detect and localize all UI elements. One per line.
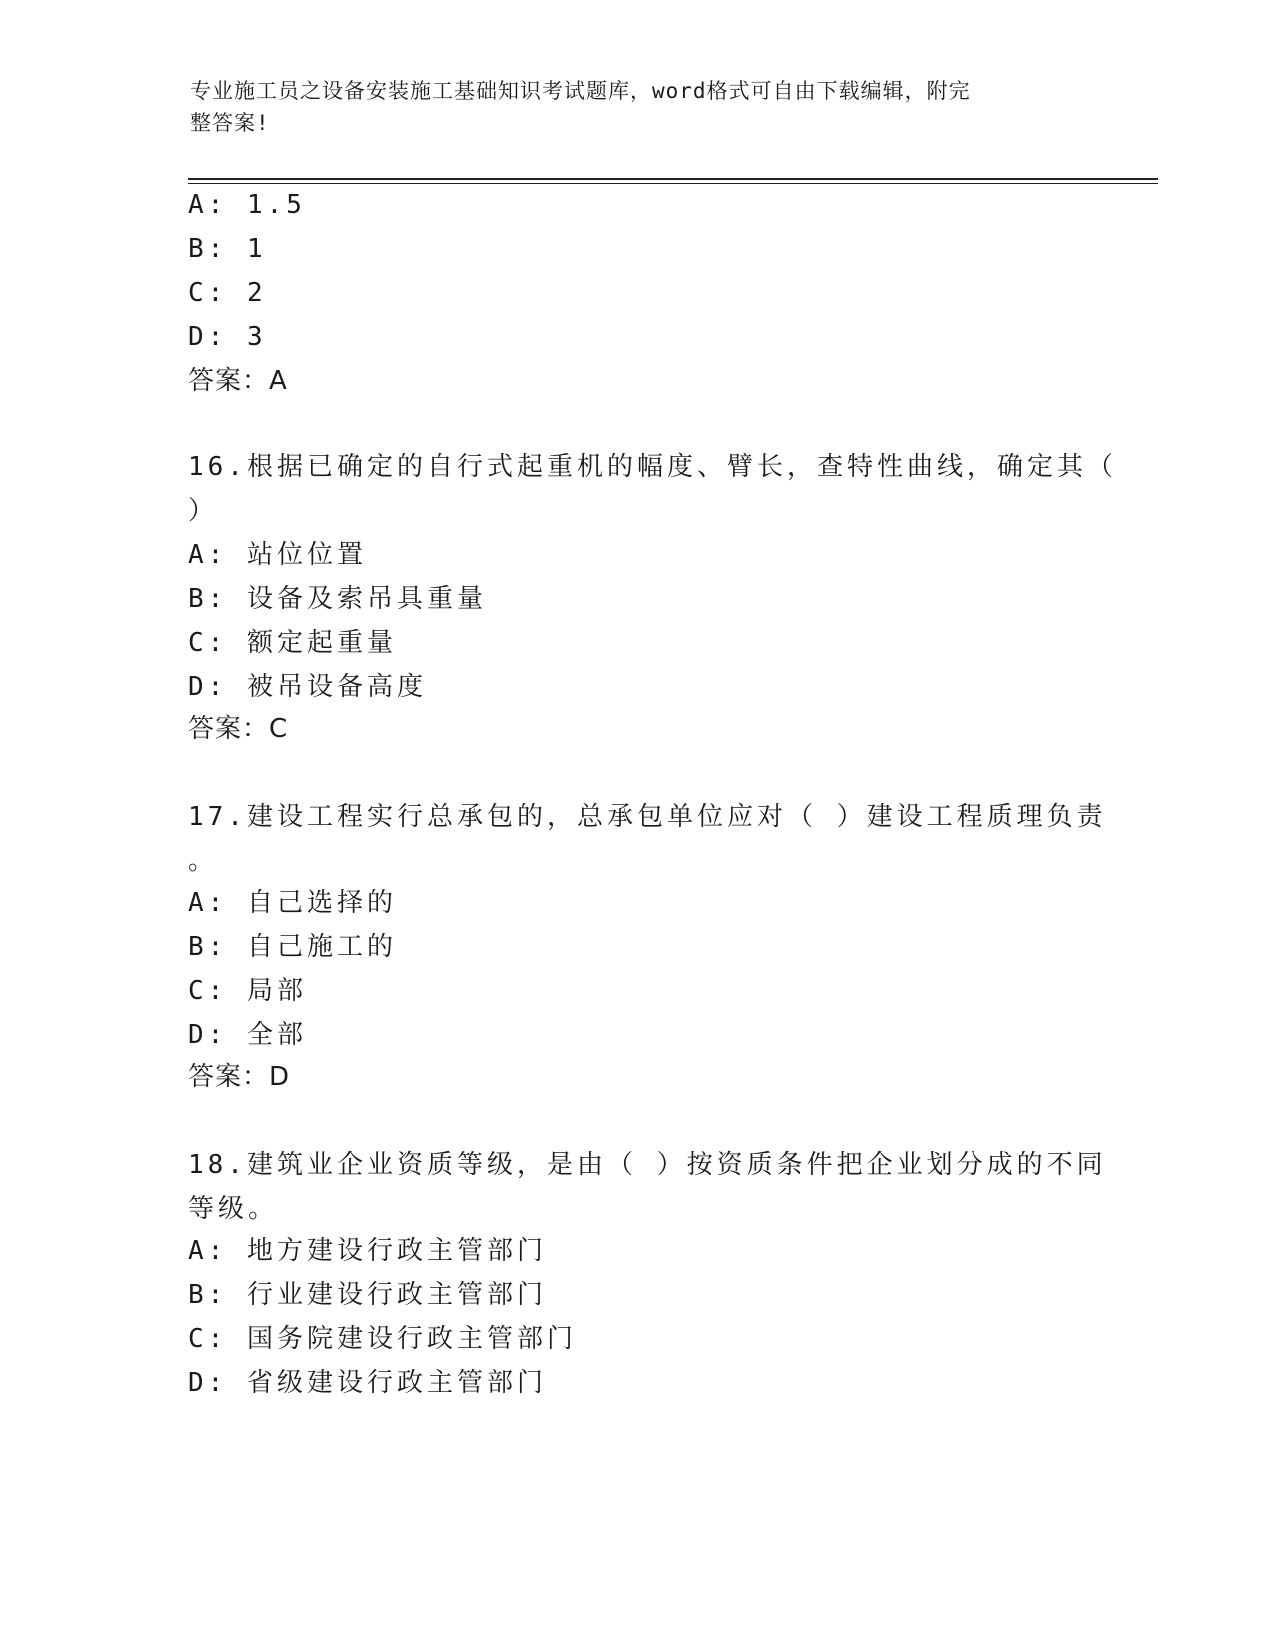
header-divider-thick bbox=[188, 178, 1158, 180]
q17-option-a: A: 自己选择的 bbox=[188, 888, 397, 918]
q15-option-a: A: 1.5 bbox=[188, 190, 306, 220]
q18-option-a: A: 地方建设行政主管部门 bbox=[188, 1236, 547, 1266]
header-line-2: 整答案! bbox=[190, 111, 270, 135]
q16-option-c: C: 额定起重量 bbox=[188, 628, 397, 658]
header-divider-thin bbox=[188, 183, 1158, 184]
q17-answer: 答案：D bbox=[188, 1062, 291, 1092]
q18-option-b: B: 行业建设行政主管部门 bbox=[188, 1280, 547, 1310]
q16-option-d: D: 被吊设备高度 bbox=[188, 672, 427, 702]
q18-option-d: D: 省级建设行政主管部门 bbox=[188, 1368, 547, 1398]
q15-option-d: D: 3 bbox=[188, 322, 267, 352]
q16-stem-line-2: ） bbox=[188, 496, 219, 526]
q17-stem-line-1: 17.建设工程实行总承包的，总承包单位应对（ ）建设工程质理负责 bbox=[188, 802, 1107, 832]
q15-option-b: B: 1 bbox=[188, 234, 267, 264]
q16-answer: 答案：C bbox=[188, 714, 289, 744]
q16-option-b: B: 设备及索吊具重量 bbox=[188, 584, 487, 614]
q16-option-a: A: 站位位置 bbox=[188, 540, 367, 570]
q18-option-c: C: 国务院建设行政主管部门 bbox=[188, 1324, 577, 1354]
q17-option-d: D: 全部 bbox=[188, 1020, 307, 1050]
q17-option-b: B: 自己施工的 bbox=[188, 932, 397, 962]
document-header bbox=[190, 75, 1090, 139]
q18-stem-line-1: 18.建筑业企业资质等级，是由（ ）按资质条件把企业划分成的不同 bbox=[188, 1150, 1107, 1180]
q15-option-c: C: 2 bbox=[188, 278, 267, 308]
q15-answer: 答案：A bbox=[188, 366, 288, 396]
q16-stem-line-1: 16.根据已确定的自行式起重机的幅度、臂长，查特性曲线，确定其（ bbox=[188, 452, 1117, 482]
q18-stem-line-2: 等级。 bbox=[188, 1194, 279, 1224]
header-line-1: 专业施工员之设备安装施工基础知识考试题库，word格式可自由下载编辑，附完 bbox=[190, 79, 971, 103]
q17-option-c: C: 局部 bbox=[188, 976, 307, 1006]
q17-stem-line-2: 。 bbox=[188, 846, 219, 876]
